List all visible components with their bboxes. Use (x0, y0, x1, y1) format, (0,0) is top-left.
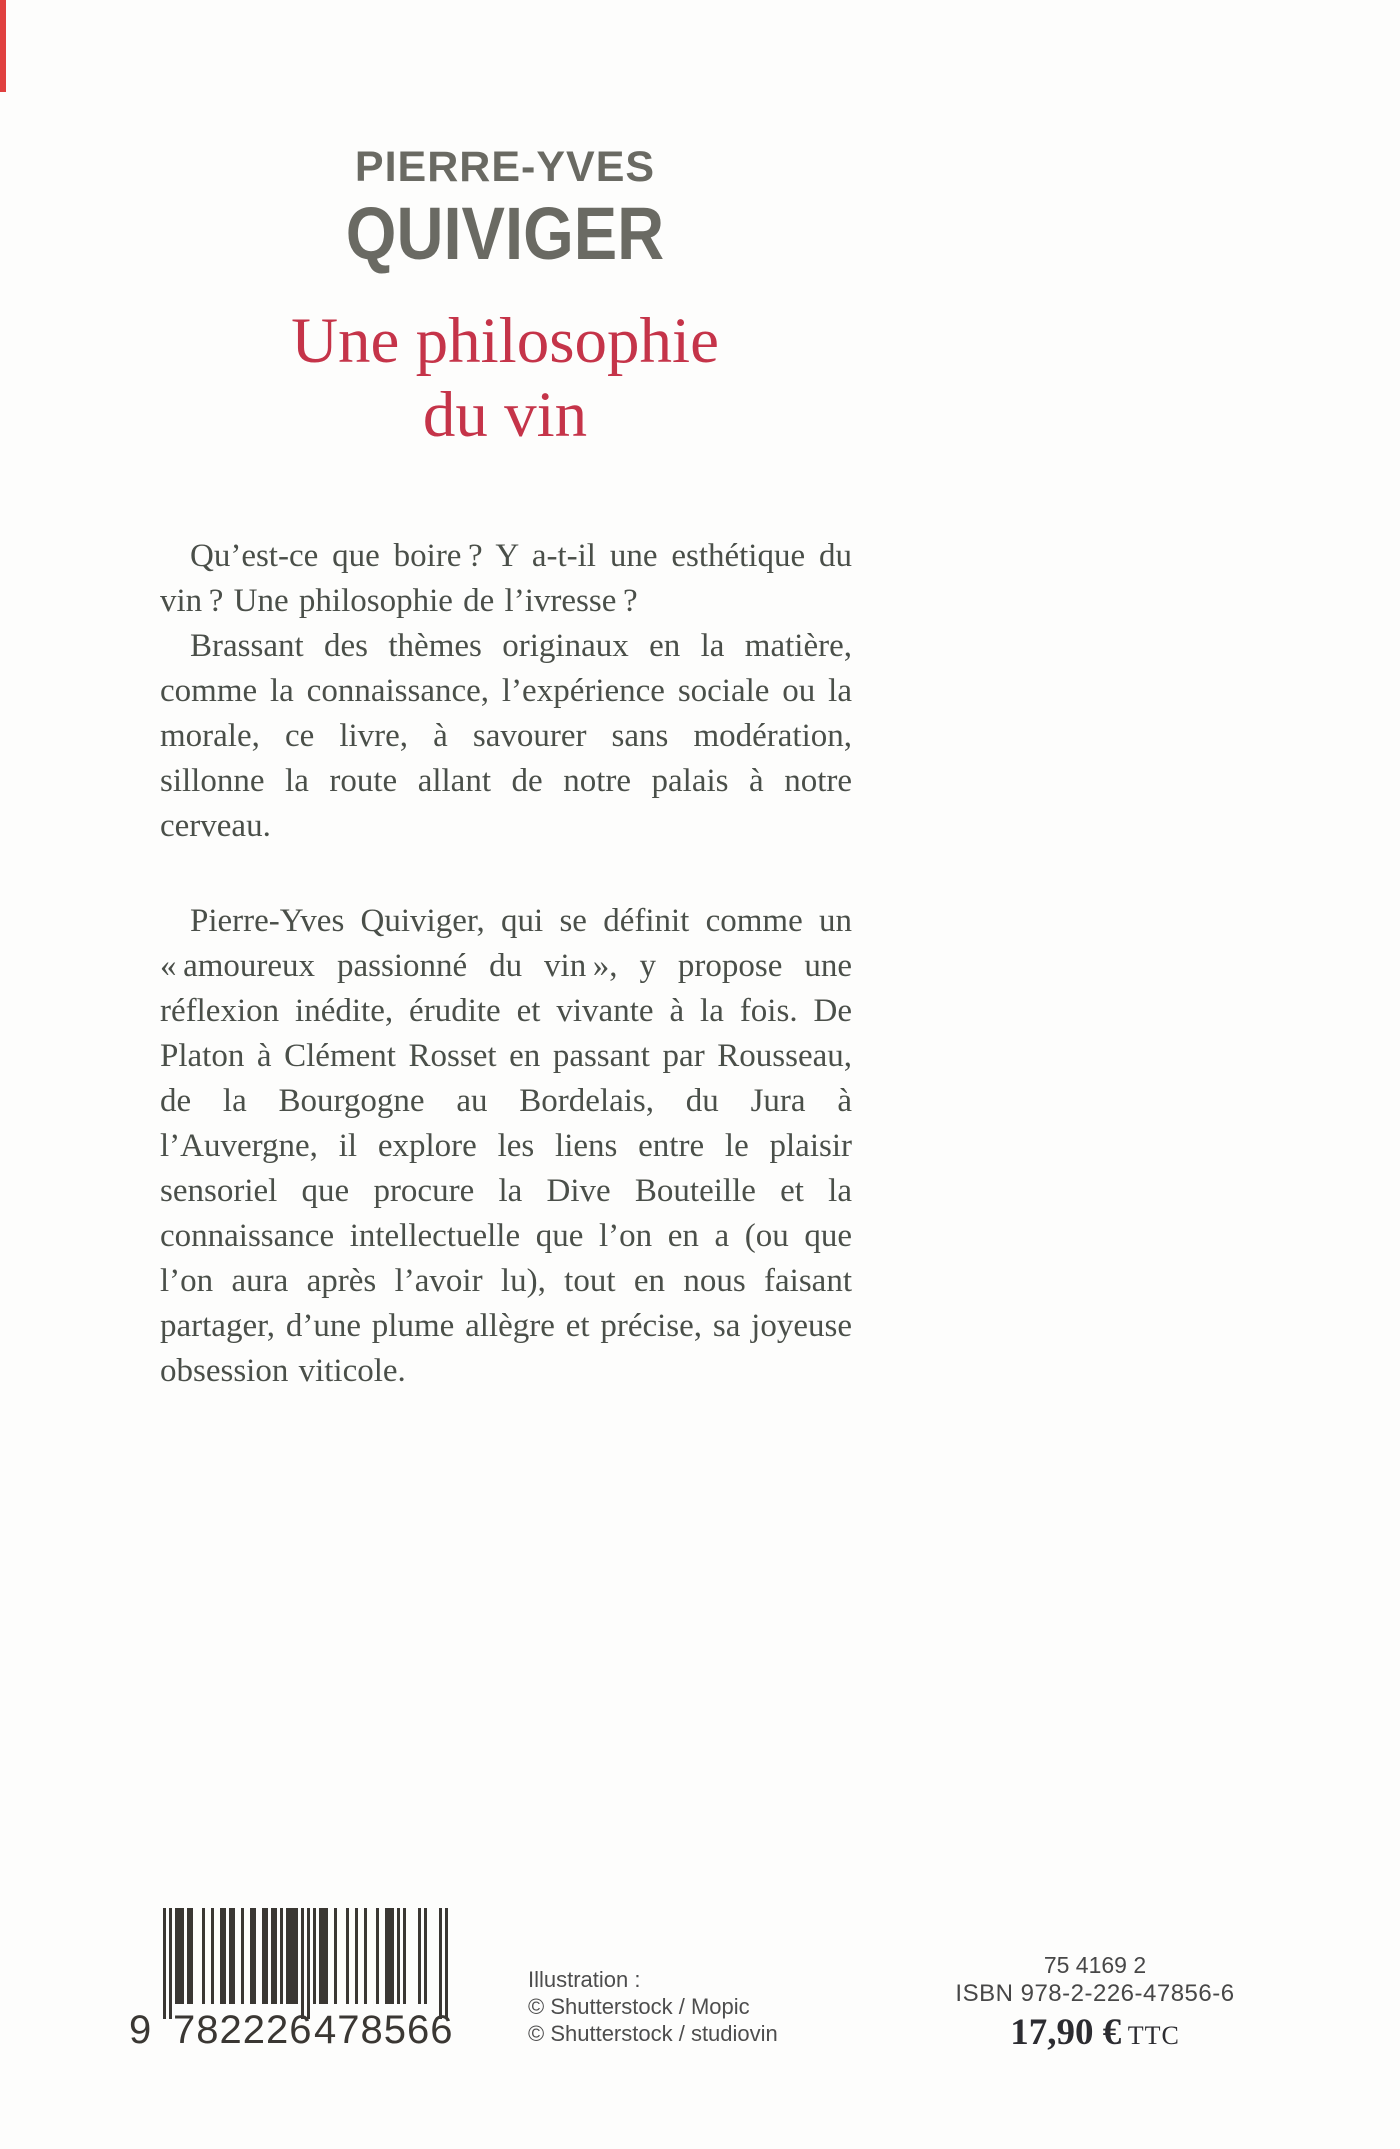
barcode-number (129, 2005, 454, 2055)
blurb-paragraph-questions: Qu’est-ce que boire ? Y a-t-il une esthétique du vin ? Une philosophie de l’ivresse ? (160, 538, 852, 619)
barcode-bar (376, 1908, 379, 2004)
barcode-bar (424, 1908, 427, 2004)
red-edge-artifact (0, 0, 6, 92)
price-line (880, 2013, 1310, 2056)
barcode-bar (211, 1908, 214, 2004)
barcode-bar (232, 1908, 235, 2004)
barcode-bar (313, 1908, 316, 2004)
barcode-bars (163, 1908, 448, 2020)
barcode-bar (274, 1908, 277, 2004)
credits-line-1: Illustration : (528, 1967, 641, 1992)
barcode-bar (397, 1908, 400, 2004)
barcode-bar (181, 1908, 184, 2004)
price-suffix: TTC (1127, 2021, 1180, 2050)
barcode-bar (418, 1908, 421, 2004)
barcode-number-group-2: 478566 (314, 2008, 454, 2052)
print-code: 75 4169 2 (1043, 1952, 1147, 1978)
barcode-bar (223, 1908, 226, 2004)
title-line-2: du vin (422, 379, 588, 451)
barcode-bar (301, 1908, 304, 2019)
barcode-number-group-1: 782226 (173, 2008, 313, 2052)
author-name (0, 143, 1010, 275)
barcode-bar (253, 1908, 256, 2004)
barcode-bar (295, 1908, 298, 2004)
barcode-bar (346, 1908, 349, 2004)
barcode-bar (307, 1908, 310, 2019)
isbn-number: ISBN 978-2-226-47856-6 (955, 1980, 1235, 2007)
barcode-bar (355, 1908, 358, 2004)
barcode-bar (163, 1908, 166, 2019)
barcode-bar (439, 1908, 442, 2019)
barcode-bar (364, 1908, 367, 2004)
author-first-name-line: PIERRE-YVES (354, 143, 656, 191)
back-cover-blurb (160, 534, 852, 1394)
barcode-bar (445, 1908, 448, 2019)
credits-line-2: © Shutterstock / Mopic (528, 1994, 750, 2019)
ean13-barcode (129, 1908, 454, 2058)
barcode-bar (265, 1908, 268, 2004)
barcode-bar (169, 1908, 172, 2019)
barcode-bar (280, 1908, 283, 2004)
barcode-bar (325, 1908, 328, 2004)
book-title (0, 304, 1010, 452)
barcode-number-lead: 9 (129, 2008, 152, 2052)
blurb-paragraph-author: Pierre-Yves Quiviger, qui se définit comme un « amoureux passionné du vin », y propose une réflexion inédite, érudite et vivante à la fois. De Platon à Clément Rosset en passant par Rousseau, de la Bourgogne au Bordelais, du Jura à l’Auvergne, il explore les liens entre le plaisir sensoriel que procure la Dive Bouteille et la connaissance intellectuelle que l’on en a (ou que l’on aura après l’avoir lu), tout en nous faisant partager, d’une plume allègre et précise, sa joyeuse obsession viticole. (160, 903, 852, 1389)
barcode-bar (391, 1908, 394, 2004)
price-value: 17,90 € (1010, 2012, 1122, 2053)
barcode-bar (202, 1908, 205, 2004)
illustration-credits (528, 1966, 778, 2047)
title-line-1: Une philosophie (291, 305, 719, 377)
credits-line-3: © Shutterstock / studiovin (528, 2021, 778, 2046)
publisher-info (880, 1952, 1310, 2056)
barcode-bar (241, 1908, 244, 2004)
blurb-paragraph-summary: Brassant des thèmes originaux en la matière, comme la connaissance, l’expérience sociale ou la morale, ce livre, à savourer sans modération, sillonne la route allant de notre palais à notre cerveau. (160, 628, 852, 844)
author-last-name-line: QUIVIGER (345, 192, 665, 275)
barcode-bar (190, 1908, 193, 2004)
barcode-bar (334, 1908, 337, 2004)
barcode-bar (403, 1908, 406, 2004)
